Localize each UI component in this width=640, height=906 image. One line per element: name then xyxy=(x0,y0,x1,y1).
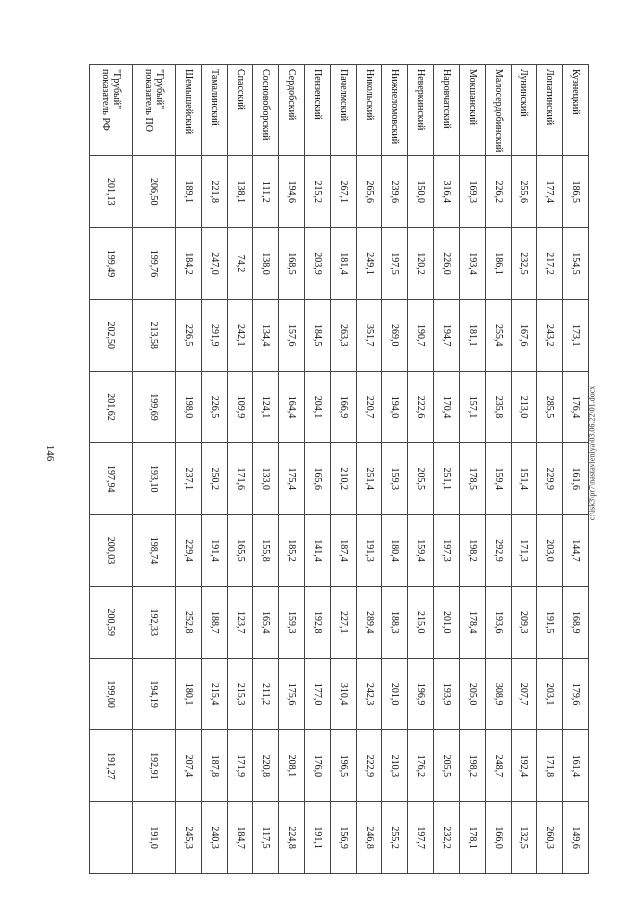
table-row xyxy=(176,65,202,874)
value-cell: 247,0 xyxy=(201,228,227,300)
value-cell: 199,49 xyxy=(90,228,133,300)
value-cell: 150,0 xyxy=(408,156,434,228)
value-cell: 124,1 xyxy=(253,371,279,443)
value-cell: 109,9 xyxy=(227,371,253,443)
value-cell: 192,33 xyxy=(133,586,176,658)
value-cell: 198,2 xyxy=(459,515,485,587)
value-cell: 175,6 xyxy=(279,658,305,730)
value-cell: 180,1 xyxy=(176,658,202,730)
value-cell: 159,3 xyxy=(382,443,408,515)
value-cell: 292,9 xyxy=(485,515,511,587)
value-cell: 240,3 xyxy=(201,802,227,874)
table-row xyxy=(253,65,279,874)
district-name-cell: Нижнеломовский xyxy=(382,65,408,156)
value-cell: 176,4 xyxy=(563,371,589,443)
district-name-cell: Тамалинский xyxy=(201,65,227,156)
value-cell: 155,8 xyxy=(253,515,279,587)
value-cell: 185,2 xyxy=(279,515,305,587)
mortality-table xyxy=(89,64,589,874)
value-cell: 203,1 xyxy=(537,658,563,730)
value-cell: 149,6 xyxy=(563,802,589,874)
value-cell: 310,4 xyxy=(330,658,356,730)
value-cell: 173,1 xyxy=(563,299,589,371)
value-cell: 171,3 xyxy=(511,515,537,587)
value-cell: 226,5 xyxy=(176,299,202,371)
value-cell: 190,7 xyxy=(408,299,434,371)
value-cell: 242,1 xyxy=(227,299,253,371)
value-cell: 243,2 xyxy=(537,299,563,371)
value-cell: 215,0 xyxy=(408,586,434,658)
table-row xyxy=(563,65,589,874)
district-name-cell: Пензенский xyxy=(305,65,331,156)
value-cell: 187,4 xyxy=(330,515,356,587)
value-cell: 199,00 xyxy=(90,658,133,730)
value-cell: 187,8 xyxy=(201,730,227,802)
value-cell: 200,03 xyxy=(90,515,133,587)
value-cell: 123,7 xyxy=(227,586,253,658)
value-cell: 191,27 xyxy=(90,730,133,802)
value-cell: 308,9 xyxy=(485,658,511,730)
value-cell: 260,3 xyxy=(537,802,563,874)
value-cell: 197,3 xyxy=(434,515,460,587)
value-cell: 217,2 xyxy=(537,228,563,300)
table-row xyxy=(305,65,331,874)
table-row xyxy=(485,65,511,874)
value-cell: 74,2 xyxy=(227,228,253,300)
value-cell: 193,10 xyxy=(133,443,176,515)
value-cell: 229,9 xyxy=(537,443,563,515)
value-cell: 198,0 xyxy=(176,371,202,443)
value-cell: 184,7 xyxy=(227,802,253,874)
value-cell: 179,6 xyxy=(563,658,589,730)
value-cell: 208,1 xyxy=(279,730,305,802)
value-cell: 196,9 xyxy=(408,658,434,730)
value-cell: 211,2 xyxy=(253,658,279,730)
value-cell: 178,4 xyxy=(459,586,485,658)
value-cell: 166,0 xyxy=(485,802,511,874)
value-cell: 180,4 xyxy=(382,515,408,587)
district-name-cell: Сердобский xyxy=(279,65,305,156)
value-cell: 201,13 xyxy=(90,156,133,228)
value-cell: 117,5 xyxy=(253,802,279,874)
value-cell: 138,1 xyxy=(227,156,253,228)
district-name-cell: Никольский xyxy=(356,65,382,156)
value-cell: 201,0 xyxy=(434,586,460,658)
table-row xyxy=(201,65,227,874)
value-cell: 132,5 xyxy=(511,802,537,874)
value-cell: 248,7 xyxy=(485,730,511,802)
value-cell: 285,5 xyxy=(537,371,563,443)
value-cell: 242,3 xyxy=(356,658,382,730)
value-cell: 159,4 xyxy=(408,515,434,587)
value-cell: 201,0 xyxy=(382,658,408,730)
value-cell: 205,5 xyxy=(408,443,434,515)
value-cell: 232,5 xyxy=(511,228,537,300)
value-cell: 191,5 xyxy=(537,586,563,658)
value-cell: 198,74 xyxy=(133,515,176,587)
table-row xyxy=(90,65,133,874)
district-name-cell: Пачелмский xyxy=(330,65,356,156)
value-cell: 159,3 xyxy=(279,586,305,658)
value-cell: 249,1 xyxy=(356,228,382,300)
value-cell: 111,2 xyxy=(253,156,279,228)
value-cell: 255,6 xyxy=(511,156,537,228)
value-cell: 157,1 xyxy=(459,371,485,443)
value-cell: 194,7 xyxy=(434,299,460,371)
district-name-cell: "Грубый" показатель ПО xyxy=(133,65,176,156)
value-cell: 250,2 xyxy=(201,443,227,515)
value-cell: 203,0 xyxy=(537,515,563,587)
value-cell: 251,1 xyxy=(434,443,460,515)
rotated-table-container xyxy=(89,64,589,874)
value-cell: 194,19 xyxy=(133,658,176,730)
value-cell: 151,4 xyxy=(511,443,537,515)
table-row xyxy=(133,65,176,874)
value-cell: 141,4 xyxy=(305,515,331,587)
value-cell: 176,2 xyxy=(408,730,434,802)
value-cell: 194,6 xyxy=(279,156,305,228)
value-cell: 200,59 xyxy=(90,586,133,658)
value-cell: 193,6 xyxy=(485,586,511,658)
value-cell: 193,9 xyxy=(434,658,460,730)
value-cell: 269,0 xyxy=(382,299,408,371)
value-cell: 209,3 xyxy=(511,586,537,658)
district-name-cell: Неверкинский xyxy=(408,65,434,156)
value-cell: 138,0 xyxy=(253,228,279,300)
value-cell: 197,7 xyxy=(408,802,434,874)
value-cell: 192,4 xyxy=(511,730,537,802)
table-row xyxy=(227,65,253,874)
value-cell: 133,0 xyxy=(253,443,279,515)
value-cell: 188,7 xyxy=(201,586,227,658)
value-cell: 220,7 xyxy=(356,371,382,443)
value-cell: 222,9 xyxy=(356,730,382,802)
table-row xyxy=(537,65,563,874)
value-cell: 161,6 xyxy=(563,443,589,515)
value-cell: 154,5 xyxy=(563,228,589,300)
value-cell: 235,8 xyxy=(485,371,511,443)
table-row xyxy=(279,65,305,874)
value-cell: 226,2 xyxy=(485,156,511,228)
value-cell: 184,2 xyxy=(176,228,202,300)
value-cell: 157,6 xyxy=(279,299,305,371)
value-cell: 226,5 xyxy=(201,371,227,443)
value-cell: 203,9 xyxy=(305,228,331,300)
district-name-cell: Мокшанский xyxy=(459,65,485,156)
value-cell: 291,9 xyxy=(201,299,227,371)
value-cell: 227,1 xyxy=(330,586,356,658)
table-row xyxy=(330,65,356,874)
value-cell: 210,3 xyxy=(382,730,408,802)
value-cell: 213,58 xyxy=(133,299,176,371)
district-name-cell: Лопатинский xyxy=(537,65,563,156)
value-cell: 237,1 xyxy=(176,443,202,515)
value-cell: 186,1 xyxy=(485,228,511,300)
value-cell: 191,4 xyxy=(201,515,227,587)
value-cell: 210,2 xyxy=(330,443,356,515)
table-row xyxy=(459,65,485,874)
value-cell: 221,8 xyxy=(201,156,227,228)
value-cell: 181,4 xyxy=(330,228,356,300)
value-cell: 165,4 xyxy=(253,586,279,658)
value-cell: 191,0 xyxy=(133,802,176,874)
table-row xyxy=(356,65,382,874)
value-cell: 239,6 xyxy=(382,156,408,228)
value-cell: 120,2 xyxy=(408,228,434,300)
value-cell: 134,4 xyxy=(253,299,279,371)
value-cell: 193,4 xyxy=(459,228,485,300)
value-cell: 202,50 xyxy=(90,299,133,371)
value-cell: 166,9 xyxy=(330,371,356,443)
table-row xyxy=(511,65,537,874)
value-cell: 168,9 xyxy=(563,586,589,658)
value-cell: 245,3 xyxy=(176,802,202,874)
district-name-cell: Шемышейский xyxy=(176,65,202,156)
value-cell: 161,4 xyxy=(563,730,589,802)
table-row xyxy=(408,65,434,874)
value-cell: 213,0 xyxy=(511,371,537,443)
value-cell: 199,76 xyxy=(133,228,176,300)
value-cell: 165,5 xyxy=(227,515,253,587)
value-cell: 196,5 xyxy=(330,730,356,802)
value-cell: 199,69 xyxy=(133,371,176,443)
value-cell: 194,0 xyxy=(382,371,408,443)
value-cell: 156,9 xyxy=(330,802,356,874)
value-cell: 197,5 xyxy=(382,228,408,300)
table-row xyxy=(382,65,408,874)
value-cell: 220,8 xyxy=(253,730,279,802)
value-cell: 198,2 xyxy=(459,730,485,802)
value-cell: 165,6 xyxy=(305,443,331,515)
value-cell: 255,2 xyxy=(382,802,408,874)
value-cell: 188,3 xyxy=(382,586,408,658)
value-cell: 226,0 xyxy=(434,228,460,300)
page-number: 146 xyxy=(44,444,56,462)
value-cell: 169,3 xyxy=(459,156,485,228)
value-cell: 263,3 xyxy=(330,299,356,371)
value-cell: 232,2 xyxy=(434,802,460,874)
value-cell: 186,5 xyxy=(563,156,589,228)
value-cell: 159,4 xyxy=(485,443,511,515)
district-name-cell: Спасский xyxy=(227,65,253,156)
value-cell: 207,7 xyxy=(511,658,537,730)
footer-file-path: c:\isk3\pr7\nastavleniya\03.06.22\01.docx xyxy=(587,385,597,521)
value-cell: 177,4 xyxy=(537,156,563,228)
value-cell: 192,8 xyxy=(305,586,331,658)
value-cell: 184,5 xyxy=(305,299,331,371)
value-cell: 181,1 xyxy=(459,299,485,371)
value-cell: 255,4 xyxy=(485,299,511,371)
value-cell: 316,4 xyxy=(434,156,460,228)
value-cell: 246,8 xyxy=(356,802,382,874)
value-cell: 251,4 xyxy=(356,443,382,515)
value-cell: 205,0 xyxy=(459,658,485,730)
table-body xyxy=(90,65,589,874)
value-cell: 178,5 xyxy=(459,443,485,515)
value-cell: 168,5 xyxy=(279,228,305,300)
value-cell: 215,3 xyxy=(227,658,253,730)
value-cell: 189,1 xyxy=(176,156,202,228)
value-cell: 224,8 xyxy=(279,802,305,874)
value-cell: 222,6 xyxy=(408,371,434,443)
district-name-cell: Сосновоборский xyxy=(253,65,279,156)
value-cell: 252,8 xyxy=(176,586,202,658)
value-cell: 229,4 xyxy=(176,515,202,587)
district-name-cell: Малосердобинский xyxy=(485,65,511,156)
value-cell: 170,4 xyxy=(434,371,460,443)
value-cell xyxy=(90,802,133,874)
value-cell: 171,6 xyxy=(227,443,253,515)
value-cell: 191,1 xyxy=(305,802,331,874)
value-cell: 171,9 xyxy=(227,730,253,802)
value-cell: 201,62 xyxy=(90,371,133,443)
district-name-cell: Наровчатский xyxy=(434,65,460,156)
value-cell: 204,1 xyxy=(305,371,331,443)
value-cell: 351,7 xyxy=(356,299,382,371)
value-cell: 171,8 xyxy=(537,730,563,802)
value-cell: 215,2 xyxy=(305,156,331,228)
value-cell: 192,91 xyxy=(133,730,176,802)
table-row xyxy=(434,65,460,874)
value-cell: 191,3 xyxy=(356,515,382,587)
district-name-cell: "Грубый" показатель РФ xyxy=(90,65,133,156)
value-cell: 175,4 xyxy=(279,443,305,515)
value-cell: 205,5 xyxy=(434,730,460,802)
value-cell: 289,4 xyxy=(356,586,382,658)
value-cell: 178,1 xyxy=(459,802,485,874)
value-cell: 167,6 xyxy=(511,299,537,371)
district-name-cell: Лунинский xyxy=(511,65,537,156)
value-cell: 176,0 xyxy=(305,730,331,802)
value-cell: 164,4 xyxy=(279,371,305,443)
value-cell: 144,7 xyxy=(563,515,589,587)
value-cell: 215,4 xyxy=(201,658,227,730)
value-cell: 207,4 xyxy=(176,730,202,802)
district-name-cell: Кузнецкий xyxy=(563,65,589,156)
value-cell: 265,6 xyxy=(356,156,382,228)
value-cell: 267,1 xyxy=(330,156,356,228)
value-cell: 177,0 xyxy=(305,658,331,730)
value-cell: 206,50 xyxy=(133,156,176,228)
value-cell: 197,94 xyxy=(90,443,133,515)
